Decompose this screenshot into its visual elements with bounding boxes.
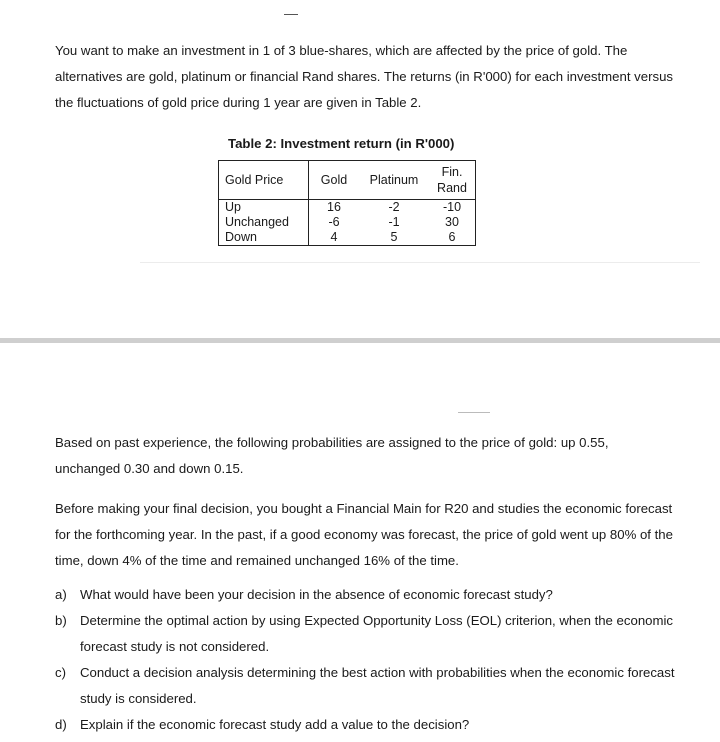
scan-mark [458, 412, 490, 413]
section-divider-light [140, 262, 700, 263]
question-label: c) [55, 665, 66, 680]
cell-fin-rand: 30 [429, 215, 476, 230]
header-gold: Gold [320, 172, 348, 187]
cell-platinum: -1 [388, 215, 400, 229]
question-label: a) [55, 587, 67, 602]
cell-platinum: -2 [388, 200, 400, 214]
question-text: Explain if the economic forecast study add a value to the decision? [80, 717, 470, 732]
header-gold-price: Gold Price [219, 161, 309, 200]
probabilities-paragraph: Based on past experience, the following probabilities are assigned to the price of gold: up 0.55, unchanged 0.30 and down 0.15. [55, 435, 609, 476]
row-label: Up [219, 200, 309, 216]
cell-gold: 16 [327, 200, 341, 214]
question-text: Determine the optimal action by using Expected Opportunity Loss (EOL) criterion, when the economic forecast study is not considered. [80, 613, 673, 654]
investment-table [218, 160, 476, 246]
question-list [55, 582, 685, 738]
table-row [219, 230, 476, 246]
question-item [55, 582, 685, 608]
table-header-row [219, 161, 476, 200]
question-item [55, 660, 685, 712]
question-text: What would have been your decision in the absence of economic forecast study? [80, 587, 553, 602]
table-title: Table 2: Investment return (in R'000) [228, 136, 455, 151]
question-item [55, 608, 685, 660]
cell-gold: 4 [330, 230, 338, 244]
forecast-paragraph: Before making your final decision, you bought a Financial Main for R20 and studies the economic forecast for the forthcoming year. In the past, if a good economy was forecast, the price of gold went up 80% of the time, down 4% of the time and remained unchanged 16% of the time. [55, 501, 673, 568]
row-label: Down [219, 230, 309, 246]
question-text: Conduct a decision analysis determining the best action with probabilities when the economic forecast study is considered. [80, 665, 675, 706]
question-item [55, 712, 685, 738]
row-label: Unchanged [219, 215, 309, 230]
cell-fin-rand: -10 [429, 200, 476, 216]
page-divider [0, 338, 720, 343]
cell-platinum: 5 [390, 230, 398, 244]
question-label: b) [55, 613, 67, 628]
table-row [219, 215, 476, 230]
cell-gold: -6 [328, 215, 340, 229]
table-row [219, 200, 476, 216]
scan-mark [284, 14, 298, 15]
header-fin-rand: Fin. Rand [429, 161, 476, 200]
cell-fin-rand: 6 [429, 230, 476, 246]
intro-paragraph: You want to make an investment in 1 of 3 blue-shares, which are affected by the price of gold. The alternatives are gold, platinum or financial Rand shares. The returns (in R'000) for each investment versus the fluctuations of gold price during 1 year are given in Table 2. [55, 43, 673, 110]
question-label: d) [55, 717, 67, 732]
header-platinum: Platinum [369, 172, 419, 187]
